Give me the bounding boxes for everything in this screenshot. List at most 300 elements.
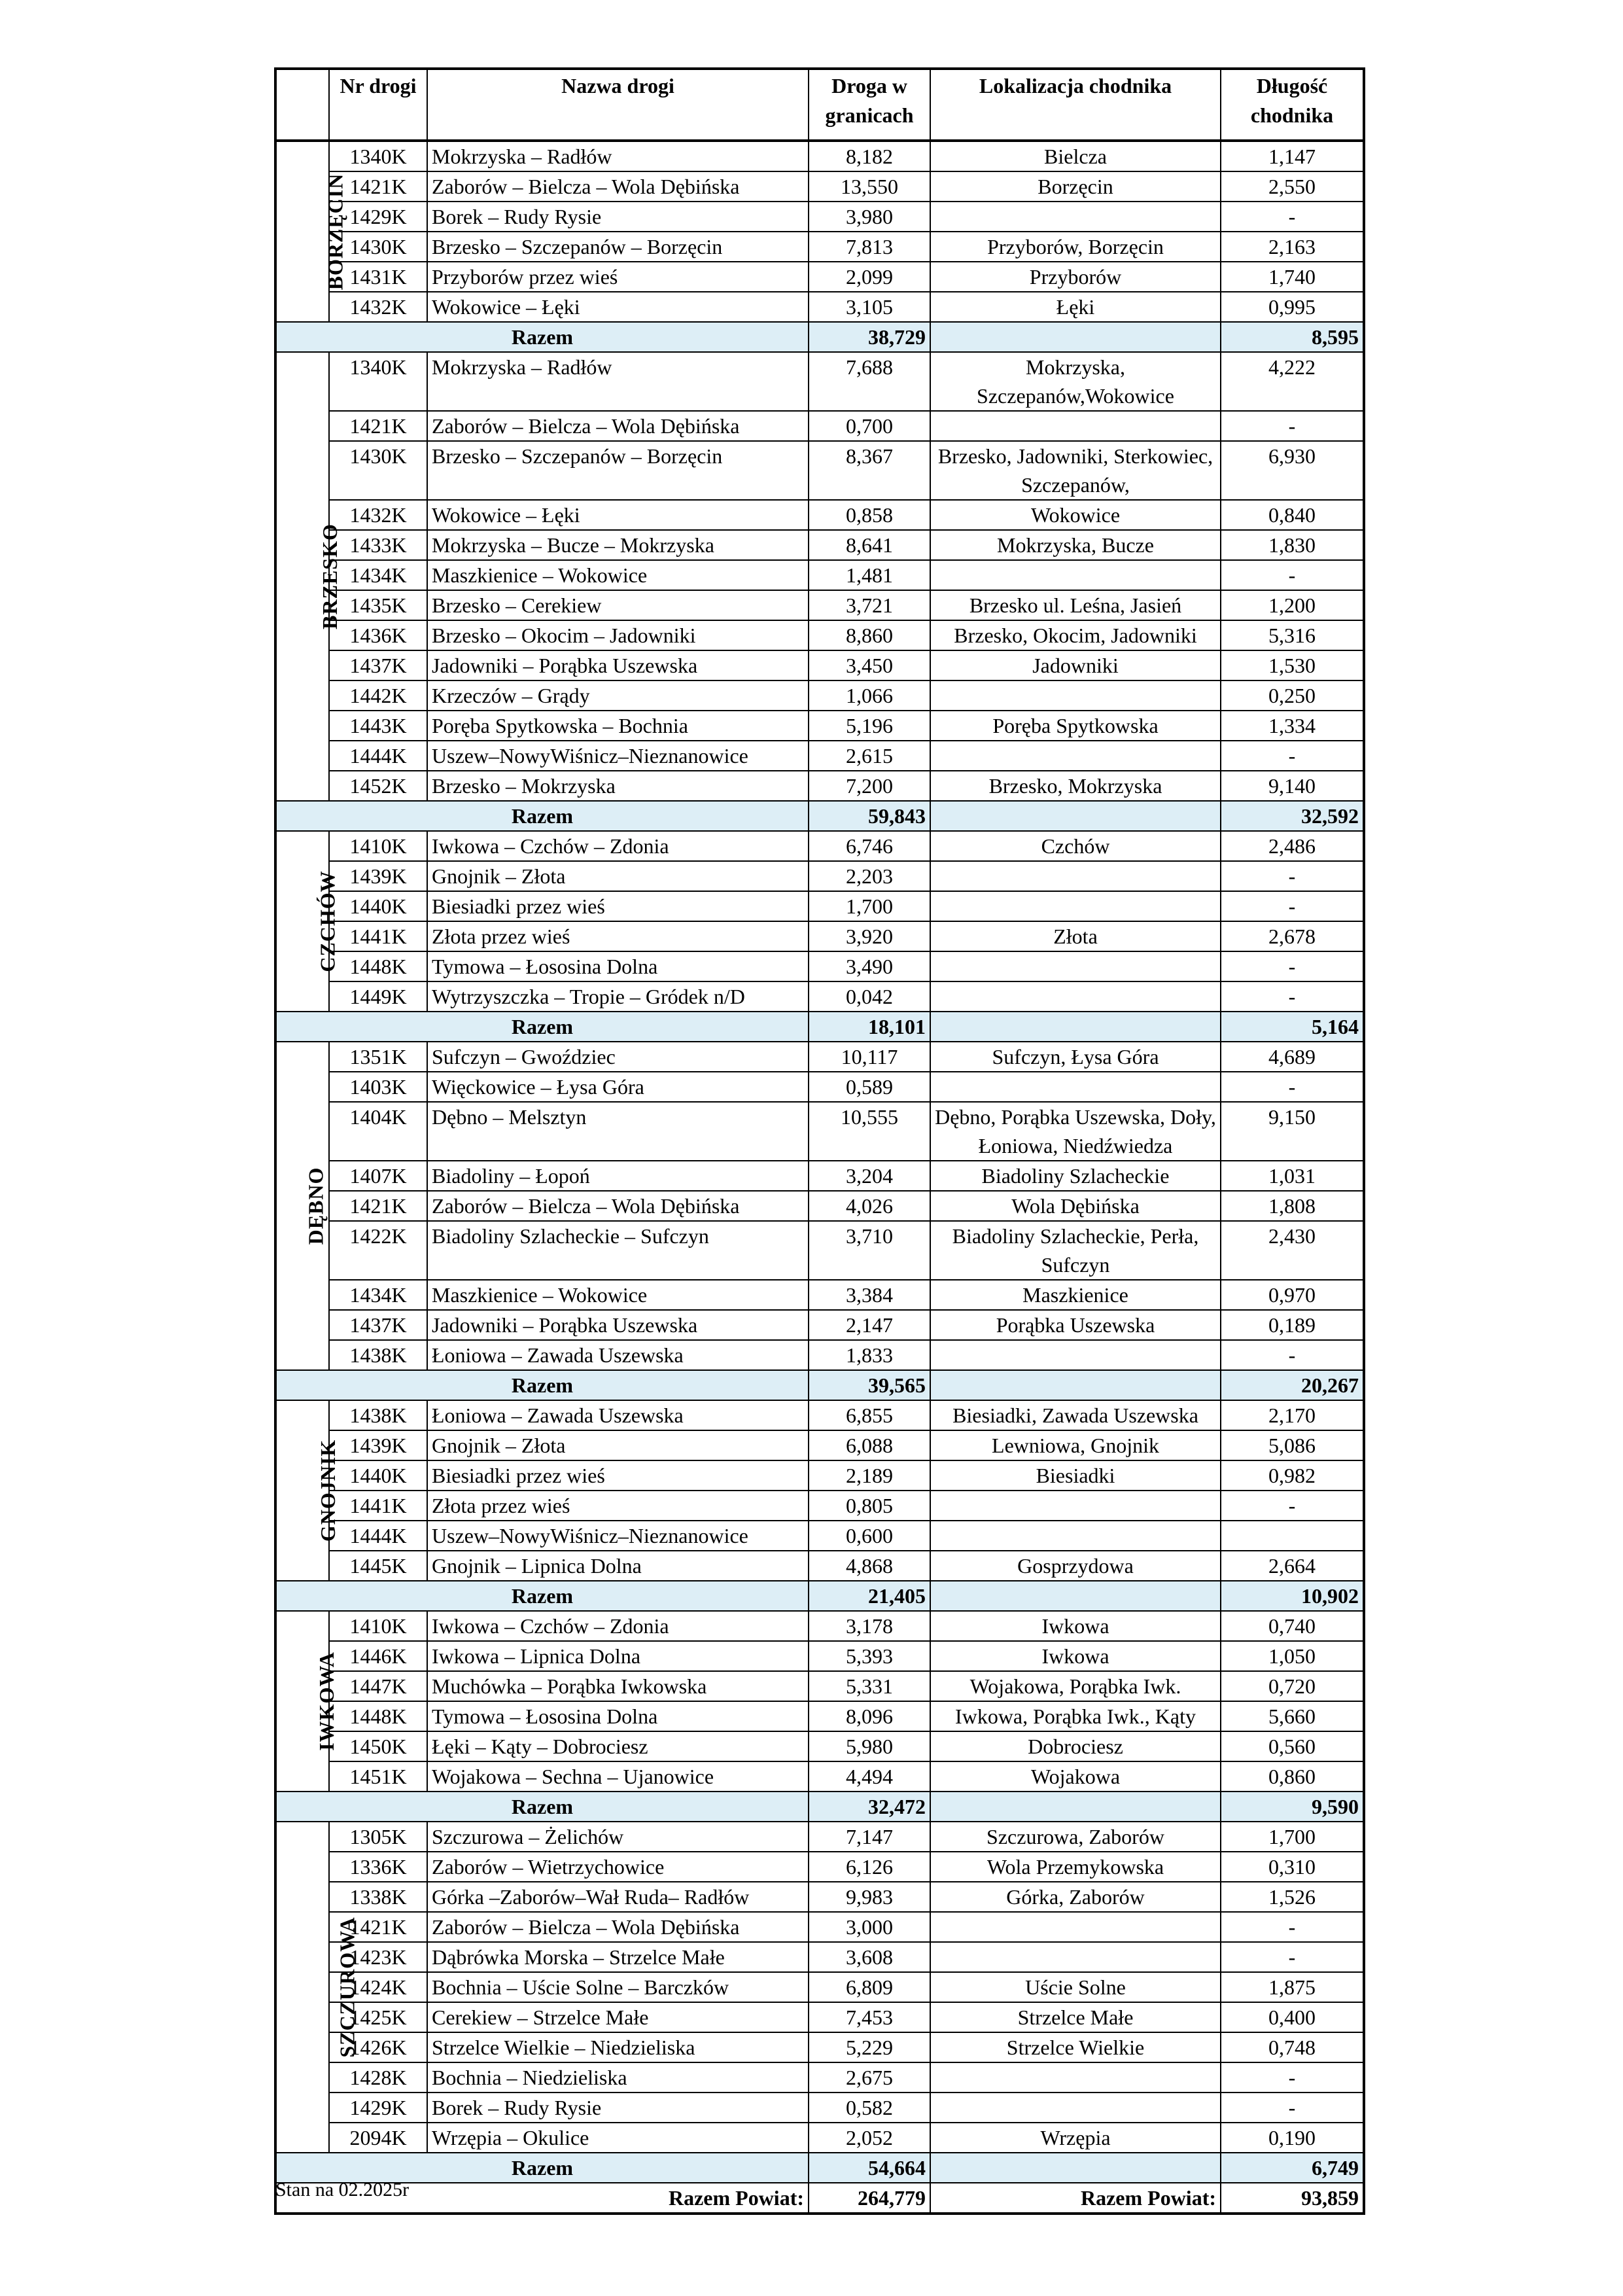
sidewalk-length: 0,995 bbox=[1221, 292, 1364, 322]
road-number: 1438K bbox=[329, 1400, 427, 1430]
sidewalk-length: 9,140 bbox=[1221, 771, 1364, 801]
sidewalk-location: Lewniowa, Gnojnik bbox=[930, 1430, 1221, 1460]
subtotal-label: Razem bbox=[275, 1581, 809, 1611]
road-length: 8,182 bbox=[809, 141, 930, 171]
sidewalk-length: 1,808 bbox=[1221, 1191, 1364, 1221]
table-row bbox=[275, 680, 1364, 711]
sidewalk-length: - bbox=[1221, 951, 1364, 981]
sidewalk-length: 2,170 bbox=[1221, 1400, 1364, 1430]
road-length: 6,126 bbox=[809, 1852, 930, 1882]
road-number: 1450K bbox=[329, 1731, 427, 1761]
municipality-name: CZCHÓW bbox=[315, 870, 340, 972]
road-name: Mokrzyska – Bucze – Mokrzyska bbox=[427, 530, 809, 560]
road-name: Zaborów – Bielcza – Wola Dębińska bbox=[427, 411, 809, 441]
road-number: 1340K bbox=[329, 141, 427, 171]
road-number: 1439K bbox=[329, 861, 427, 891]
table-row bbox=[275, 650, 1364, 680]
municipality-cell bbox=[275, 1042, 329, 1370]
road-name: Biesiadki przez wieś bbox=[427, 891, 809, 921]
road-length: 8,367 bbox=[809, 441, 930, 500]
table-row bbox=[275, 292, 1364, 322]
road-number: 1410K bbox=[329, 831, 427, 861]
municipality-name: SZCZUROWA bbox=[335, 1916, 359, 2058]
subtotal-label: Razem bbox=[275, 1370, 809, 1400]
road-length: 3,490 bbox=[809, 951, 930, 981]
road-name: Tymowa – Łososina Dolna bbox=[427, 1701, 809, 1731]
road-number: 1340K bbox=[329, 352, 427, 411]
road-number: 1421K bbox=[329, 1191, 427, 1221]
road-length: 6,088 bbox=[809, 1430, 930, 1460]
sidewalk-location: Łęki bbox=[930, 292, 1221, 322]
road-name: Uszew–NowyWiśnicz–Nieznanowice bbox=[427, 741, 809, 771]
subtotal-row bbox=[275, 1370, 1364, 1400]
header-road-length: Droga w granicach bbox=[809, 69, 930, 141]
road-length: 3,178 bbox=[809, 1611, 930, 1641]
table-row bbox=[275, 2093, 1364, 2123]
table-row bbox=[275, 921, 1364, 951]
road-name: Brzesko – Okocim – Jadowniki bbox=[427, 620, 809, 650]
table-row bbox=[275, 500, 1364, 530]
sidewalk-length: 0,310 bbox=[1221, 1852, 1364, 1882]
road-name: Poręba Spytkowska – Bochnia bbox=[427, 711, 809, 741]
road-length: 3,384 bbox=[809, 1280, 930, 1310]
sidewalk-location bbox=[930, 2062, 1221, 2093]
sidewalk-length: 2,678 bbox=[1221, 921, 1364, 951]
sidewalk-length: 0,860 bbox=[1221, 1761, 1364, 1792]
road-length: 0,700 bbox=[809, 411, 930, 441]
road-length: 8,860 bbox=[809, 620, 930, 650]
municipality-name: BRZESKO bbox=[317, 523, 341, 629]
sidewalk-length: 0,840 bbox=[1221, 500, 1364, 530]
road-number: 1443K bbox=[329, 711, 427, 741]
sidewalk-length: 1,334 bbox=[1221, 711, 1364, 741]
table-row bbox=[275, 1072, 1364, 1102]
road-number: 1432K bbox=[329, 292, 427, 322]
sidewalk-location: Wojakowa bbox=[930, 1761, 1221, 1792]
subtotal-blank bbox=[930, 1792, 1221, 1822]
road-number: 1336K bbox=[329, 1852, 427, 1882]
table-row bbox=[275, 1102, 1364, 1161]
sidewalk-length: 0,740 bbox=[1221, 1611, 1364, 1641]
road-name: Brzesko – Szczepanów – Borzęcin bbox=[427, 232, 809, 262]
municipality-cell bbox=[275, 831, 340, 1012]
sidewalk-location bbox=[930, 560, 1221, 590]
sidewalk-location bbox=[930, 951, 1221, 981]
road-length: 2,052 bbox=[809, 2123, 930, 2153]
road-name: Dąbrówka Morska – Strzelce Małe bbox=[427, 1942, 809, 1972]
sidewalk-length: 1,050 bbox=[1221, 1641, 1364, 1671]
road-name: Górka –Zaborów–Wał Ruda– Radłów bbox=[427, 1882, 809, 1912]
road-number: 1434K bbox=[329, 560, 427, 590]
road-length: 6,855 bbox=[809, 1400, 930, 1430]
grand-total-label-sidewalk: Razem Powiat: bbox=[930, 2183, 1221, 2214]
sidewalk-location: Brzesko, Okocim, Jadowniki bbox=[930, 620, 1221, 650]
sidewalk-location: Biesiadki bbox=[930, 1460, 1221, 1491]
table-row bbox=[275, 2002, 1364, 2032]
roads-table bbox=[274, 67, 1365, 2215]
sidewalk-location bbox=[930, 891, 1221, 921]
sidewalk-length: 1,200 bbox=[1221, 590, 1364, 620]
road-length: 13,550 bbox=[809, 171, 930, 202]
municipality-cell bbox=[275, 1822, 359, 2153]
road-name: Borek – Rudy Rysie bbox=[427, 2093, 809, 2123]
road-name: Maszkienice – Wokowice bbox=[427, 1280, 809, 1310]
table-row bbox=[275, 1400, 1364, 1430]
road-number: 1430K bbox=[329, 232, 427, 262]
road-length: 2,203 bbox=[809, 861, 930, 891]
sidewalk-length: 4,689 bbox=[1221, 1042, 1364, 1072]
road-length: 1,481 bbox=[809, 560, 930, 590]
sidewalk-location: Bielcza bbox=[930, 141, 1221, 171]
road-length: 4,868 bbox=[809, 1551, 930, 1581]
road-name: Iwkowa – Czchów – Zdonia bbox=[427, 1611, 809, 1641]
road-length: 7,200 bbox=[809, 771, 930, 801]
road-length: 1,833 bbox=[809, 1340, 930, 1370]
sidewalk-length: 1,830 bbox=[1221, 530, 1364, 560]
sidewalk-length: - bbox=[1221, 2093, 1364, 2123]
road-number: 1421K bbox=[329, 171, 427, 202]
sidewalk-length: 0,720 bbox=[1221, 1671, 1364, 1701]
grand-total-road-length: 264,779 bbox=[809, 2183, 930, 2214]
road-name: Gnojnik – Złota bbox=[427, 1430, 809, 1460]
road-name: Wokowice – Łęki bbox=[427, 292, 809, 322]
sidewalk-length: - bbox=[1221, 411, 1364, 441]
sidewalk-length: 0,748 bbox=[1221, 2032, 1364, 2062]
road-number: 1351K bbox=[329, 1042, 427, 1072]
sidewalk-length: 0,400 bbox=[1221, 2002, 1364, 2032]
road-length: 5,393 bbox=[809, 1641, 930, 1671]
road-length: 7,688 bbox=[809, 352, 930, 411]
road-name: Brzesko – Szczepanów – Borzęcin bbox=[427, 441, 809, 500]
table-row bbox=[275, 1611, 1364, 1641]
sidewalk-location bbox=[930, 861, 1221, 891]
table-row bbox=[275, 951, 1364, 981]
table-row bbox=[275, 711, 1364, 741]
subtotal-label: Razem bbox=[275, 1792, 809, 1822]
sidewalk-length: 5,316 bbox=[1221, 620, 1364, 650]
municipality-name: GNOJNIK bbox=[316, 1439, 340, 1542]
subtotal-blank bbox=[930, 801, 1221, 831]
table-row bbox=[275, 1641, 1364, 1671]
table-row bbox=[275, 171, 1364, 202]
sidewalk-location bbox=[930, 2093, 1221, 2123]
sidewalk-location: Biadoliny Szlacheckie bbox=[930, 1161, 1221, 1191]
subtotal-row bbox=[275, 801, 1364, 831]
sidewalk-location: Maszkienice bbox=[930, 1280, 1221, 1310]
subtotal-sidewalk-length: 5,164 bbox=[1221, 1012, 1364, 1042]
sidewalk-location: Biesiadki, Zawada Uszewska bbox=[930, 1400, 1221, 1430]
road-number: 2094K bbox=[329, 2123, 427, 2153]
sidewalk-length: 1,875 bbox=[1221, 1972, 1364, 2002]
table-row bbox=[275, 1491, 1364, 1521]
subtotal-sidewalk-length: 10,902 bbox=[1221, 1581, 1364, 1611]
sidewalk-location: Przyborów bbox=[930, 262, 1221, 292]
table-row bbox=[275, 1310, 1364, 1340]
sidewalk-length: - bbox=[1221, 741, 1364, 771]
sidewalk-length: 0,190 bbox=[1221, 2123, 1364, 2153]
road-length: 6,809 bbox=[809, 1972, 930, 2002]
sidewalk-location: Mokrzyska, Szczepanów,Wokowice bbox=[930, 352, 1221, 411]
table-header bbox=[275, 69, 1364, 141]
road-number: 1448K bbox=[329, 951, 427, 981]
table-row bbox=[275, 1280, 1364, 1310]
subtotal-road-length: 32,472 bbox=[809, 1792, 930, 1822]
road-length: 0,589 bbox=[809, 1072, 930, 1102]
sidewalk-location bbox=[930, 1072, 1221, 1102]
road-length: 3,608 bbox=[809, 1942, 930, 1972]
road-number: 1451K bbox=[329, 1761, 427, 1792]
road-length: 9,983 bbox=[809, 1882, 930, 1912]
table-row bbox=[275, 2123, 1364, 2153]
road-name: Borek – Rudy Rysie bbox=[427, 202, 809, 232]
sidewalk-location: Borzęcin bbox=[930, 171, 1221, 202]
subtotal-label: Razem bbox=[275, 2153, 809, 2183]
subtotal-road-length: 18,101 bbox=[809, 1012, 930, 1042]
sidewalk-length: 1,700 bbox=[1221, 1822, 1364, 1852]
subtotal-blank bbox=[930, 322, 1221, 352]
table-row bbox=[275, 202, 1364, 232]
road-length: 0,582 bbox=[809, 2093, 930, 2123]
sidewalk-length: 2,163 bbox=[1221, 232, 1364, 262]
footnote: Stan na 02.2025r bbox=[275, 2179, 410, 2200]
road-number: 1428K bbox=[329, 2062, 427, 2093]
road-number: 1444K bbox=[329, 741, 427, 771]
sidewalk-location: Poręba Spytkowska bbox=[930, 711, 1221, 741]
road-length: 3,920 bbox=[809, 921, 930, 951]
subtotal-road-length: 59,843 bbox=[809, 801, 930, 831]
sidewalk-length: 2,486 bbox=[1221, 831, 1364, 861]
road-number: 1437K bbox=[329, 1310, 427, 1340]
sidewalk-location: Mokrzyska, Bucze bbox=[930, 530, 1221, 560]
sidewalk-location: Wokowice bbox=[930, 500, 1221, 530]
sidewalk-location: Brzesko, Mokrzyska bbox=[930, 771, 1221, 801]
sidewalk-location bbox=[930, 1491, 1221, 1521]
sidewalk-length: - bbox=[1221, 1340, 1364, 1370]
road-name: Biadoliny – Łopoń bbox=[427, 1161, 809, 1191]
road-name: Sufczyn – Gwoździec bbox=[427, 1042, 809, 1072]
header-road-number: Nr drogi bbox=[329, 69, 427, 141]
sidewalk-location: Iwkowa bbox=[930, 1611, 1221, 1641]
grand-total-label: Razem Powiat: bbox=[275, 2183, 809, 2214]
sidewalk-length: 1,526 bbox=[1221, 1882, 1364, 1912]
road-length: 5,229 bbox=[809, 2032, 930, 2062]
municipality-cell bbox=[275, 1400, 340, 1581]
table-row bbox=[275, 262, 1364, 292]
road-length: 2,189 bbox=[809, 1460, 930, 1491]
subtotal-row bbox=[275, 2153, 1364, 2183]
road-number: 1424K bbox=[329, 1972, 427, 2002]
sidewalk-length: 0,982 bbox=[1221, 1460, 1364, 1491]
sidewalk-length: 0,250 bbox=[1221, 680, 1364, 711]
road-length: 1,066 bbox=[809, 680, 930, 711]
table-row bbox=[275, 1161, 1364, 1191]
road-number: 1438K bbox=[329, 1340, 427, 1370]
sidewalk-length: 1,530 bbox=[1221, 650, 1364, 680]
sidewalk-length: 4,222 bbox=[1221, 352, 1364, 411]
sidewalk-length: 0,970 bbox=[1221, 1280, 1364, 1310]
municipality-name: IWKOWA bbox=[314, 1651, 338, 1751]
road-number: 1425K bbox=[329, 2002, 427, 2032]
road-length: 5,331 bbox=[809, 1671, 930, 1701]
road-name: Przyborów przez wieś bbox=[427, 262, 809, 292]
table-row bbox=[275, 1460, 1364, 1491]
sidewalk-location bbox=[930, 1521, 1221, 1551]
subtotal-blank bbox=[930, 1012, 1221, 1042]
road-name: Brzesko – Cerekiew bbox=[427, 590, 809, 620]
road-name: Bochnia – Niedzieliska bbox=[427, 2062, 809, 2093]
road-number: 1449K bbox=[329, 981, 427, 1012]
road-name: Biadoliny Szlacheckie – Sufczyn bbox=[427, 1221, 809, 1280]
sidewalk-length: - bbox=[1221, 2062, 1364, 2093]
road-number: 1407K bbox=[329, 1161, 427, 1191]
road-name: Dębno – Melsztyn bbox=[427, 1102, 809, 1161]
road-length: 2,615 bbox=[809, 741, 930, 771]
sidewalk-length: 1,031 bbox=[1221, 1161, 1364, 1191]
sidewalk-location bbox=[930, 680, 1221, 711]
road-number: 1452K bbox=[329, 771, 427, 801]
table-row bbox=[275, 1191, 1364, 1221]
subtotal-row bbox=[275, 1012, 1364, 1042]
road-number: 1435K bbox=[329, 590, 427, 620]
road-number: 1403K bbox=[329, 1072, 427, 1102]
road-length: 3,710 bbox=[809, 1221, 930, 1280]
table-row bbox=[275, 590, 1364, 620]
table-row bbox=[275, 2062, 1364, 2093]
sidewalk-location: Dobrociesz bbox=[930, 1731, 1221, 1761]
road-name: Mokrzyska – Radłów bbox=[427, 352, 809, 411]
sidewalk-length: 0,560 bbox=[1221, 1731, 1364, 1761]
road-number: 1440K bbox=[329, 891, 427, 921]
table-row bbox=[275, 861, 1364, 891]
sidewalk-length: 6,930 bbox=[1221, 441, 1364, 500]
subtotal-label: Razem bbox=[275, 1012, 809, 1042]
table-row bbox=[275, 1701, 1364, 1731]
road-name: Więckowice – Łysa Góra bbox=[427, 1072, 809, 1102]
road-name: Uszew–NowyWiśnicz–Nieznanowice bbox=[427, 1521, 809, 1551]
sidewalk-length: - bbox=[1221, 1912, 1364, 1942]
road-length: 4,026 bbox=[809, 1191, 930, 1221]
road-length: 1,700 bbox=[809, 891, 930, 921]
table-row bbox=[275, 1852, 1364, 1882]
sidewalk-length: 5,660 bbox=[1221, 1701, 1364, 1731]
road-number: 1305K bbox=[329, 1822, 427, 1852]
table-row bbox=[275, 741, 1364, 771]
road-name: Iwkowa – Lipnica Dolna bbox=[427, 1641, 809, 1671]
sidewalk-length: - bbox=[1221, 1491, 1364, 1521]
header-blank bbox=[275, 69, 329, 141]
road-name: Muchówka – Porąbka Iwkowska bbox=[427, 1671, 809, 1701]
road-length: 3,105 bbox=[809, 292, 930, 322]
table-row bbox=[275, 831, 1364, 861]
table-row bbox=[275, 1340, 1364, 1370]
table-row bbox=[275, 1042, 1364, 1072]
sidewalk-location: Wola Dębińska bbox=[930, 1191, 1221, 1221]
sidewalk-location bbox=[930, 1942, 1221, 1972]
subtotal-blank bbox=[930, 1581, 1221, 1611]
subtotal-sidewalk-length: 20,267 bbox=[1221, 1370, 1364, 1400]
road-length: 3,450 bbox=[809, 650, 930, 680]
sidewalk-location: Złota bbox=[930, 921, 1221, 951]
sidewalk-location: Szczurowa, Zaborów bbox=[930, 1822, 1221, 1852]
road-name: Wrzępia – Okulice bbox=[427, 2123, 809, 2153]
road-name: Wojakowa – Sechna – Ujanowice bbox=[427, 1761, 809, 1792]
subtotal-road-length: 21,405 bbox=[809, 1581, 930, 1611]
subtotal-road-length: 54,664 bbox=[809, 2153, 930, 2183]
table-row bbox=[275, 1551, 1364, 1581]
sidewalk-location: Wojakowa, Porąbka Iwk. bbox=[930, 1671, 1221, 1701]
sidewalk-length: - bbox=[1221, 560, 1364, 590]
road-name: Strzelce Wielkie – Niedzieliska bbox=[427, 2032, 809, 2062]
road-length: 7,813 bbox=[809, 232, 930, 262]
road-number: 1437K bbox=[329, 650, 427, 680]
road-length: 0,858 bbox=[809, 500, 930, 530]
road-name: Jadowniki – Porąbka Uszewska bbox=[427, 1310, 809, 1340]
road-number: 1421K bbox=[329, 411, 427, 441]
municipality-cell bbox=[275, 141, 347, 322]
road-number: 1431K bbox=[329, 262, 427, 292]
sidewalk-location: Brzesko ul. Leśna, Jasień bbox=[930, 590, 1221, 620]
road-name: Bochnia – Uście Solne – Barczków bbox=[427, 1972, 809, 2002]
grand-total-sidewalk-length: 93,859 bbox=[1221, 2183, 1364, 2214]
table-row bbox=[275, 1942, 1364, 1972]
road-number: 1433K bbox=[329, 530, 427, 560]
sidewalk-length: - bbox=[1221, 981, 1364, 1012]
table-row bbox=[275, 771, 1364, 801]
sidewalk-location: Gosprzydowa bbox=[930, 1551, 1221, 1581]
road-number: 1444K bbox=[329, 1521, 427, 1551]
road-number: 1430K bbox=[329, 441, 427, 500]
road-number: 1439K bbox=[329, 1430, 427, 1460]
table-row bbox=[275, 232, 1364, 262]
road-length: 3,204 bbox=[809, 1161, 930, 1191]
road-number: 1421K bbox=[329, 1912, 427, 1942]
road-name: Krzeczów – Grądy bbox=[427, 680, 809, 711]
sidewalk-length: 1,740 bbox=[1221, 262, 1364, 292]
sidewalk-location: Jadowniki bbox=[930, 650, 1221, 680]
road-name: Biesiadki przez wieś bbox=[427, 1460, 809, 1491]
sidewalk-length: - bbox=[1221, 1942, 1364, 1972]
municipality-cell bbox=[275, 352, 341, 801]
sidewalk-location bbox=[930, 981, 1221, 1012]
sidewalk-location: Wola Przemykowska bbox=[930, 1852, 1221, 1882]
subtotal-sidewalk-length: 6,749 bbox=[1221, 2153, 1364, 2183]
table-body bbox=[275, 141, 1364, 2214]
table-row bbox=[275, 141, 1364, 171]
road-name: Zaborów – Wietrzychowice bbox=[427, 1852, 809, 1882]
road-number: 1426K bbox=[329, 2032, 427, 2062]
table-row bbox=[275, 1912, 1364, 1942]
subtotal-row bbox=[275, 322, 1364, 352]
sidewalk-location: Górka, Zaborów bbox=[930, 1882, 1221, 1912]
road-name: Mokrzyska – Radłów bbox=[427, 141, 809, 171]
road-name: Złota przez wieś bbox=[427, 921, 809, 951]
subtotal-sidewalk-length: 9,590 bbox=[1221, 1792, 1364, 1822]
road-name: Gnojnik – Złota bbox=[427, 861, 809, 891]
road-number: 1436K bbox=[329, 620, 427, 650]
table-row bbox=[275, 530, 1364, 560]
subtotal-road-length: 39,565 bbox=[809, 1370, 930, 1400]
road-name: Cerekiew – Strzelce Małe bbox=[427, 2002, 809, 2032]
sidewalk-location: Strzelce Wielkie bbox=[930, 2032, 1221, 2062]
road-length: 0,805 bbox=[809, 1491, 930, 1521]
header-road-name: Nazwa drogi bbox=[427, 69, 809, 141]
subtotal-sidewalk-length: 32,592 bbox=[1221, 801, 1364, 831]
table-row bbox=[275, 560, 1364, 590]
table-row bbox=[275, 1430, 1364, 1460]
road-length: 0,600 bbox=[809, 1521, 930, 1551]
road-number: 1422K bbox=[329, 1221, 427, 1280]
table-row bbox=[275, 1972, 1364, 2002]
